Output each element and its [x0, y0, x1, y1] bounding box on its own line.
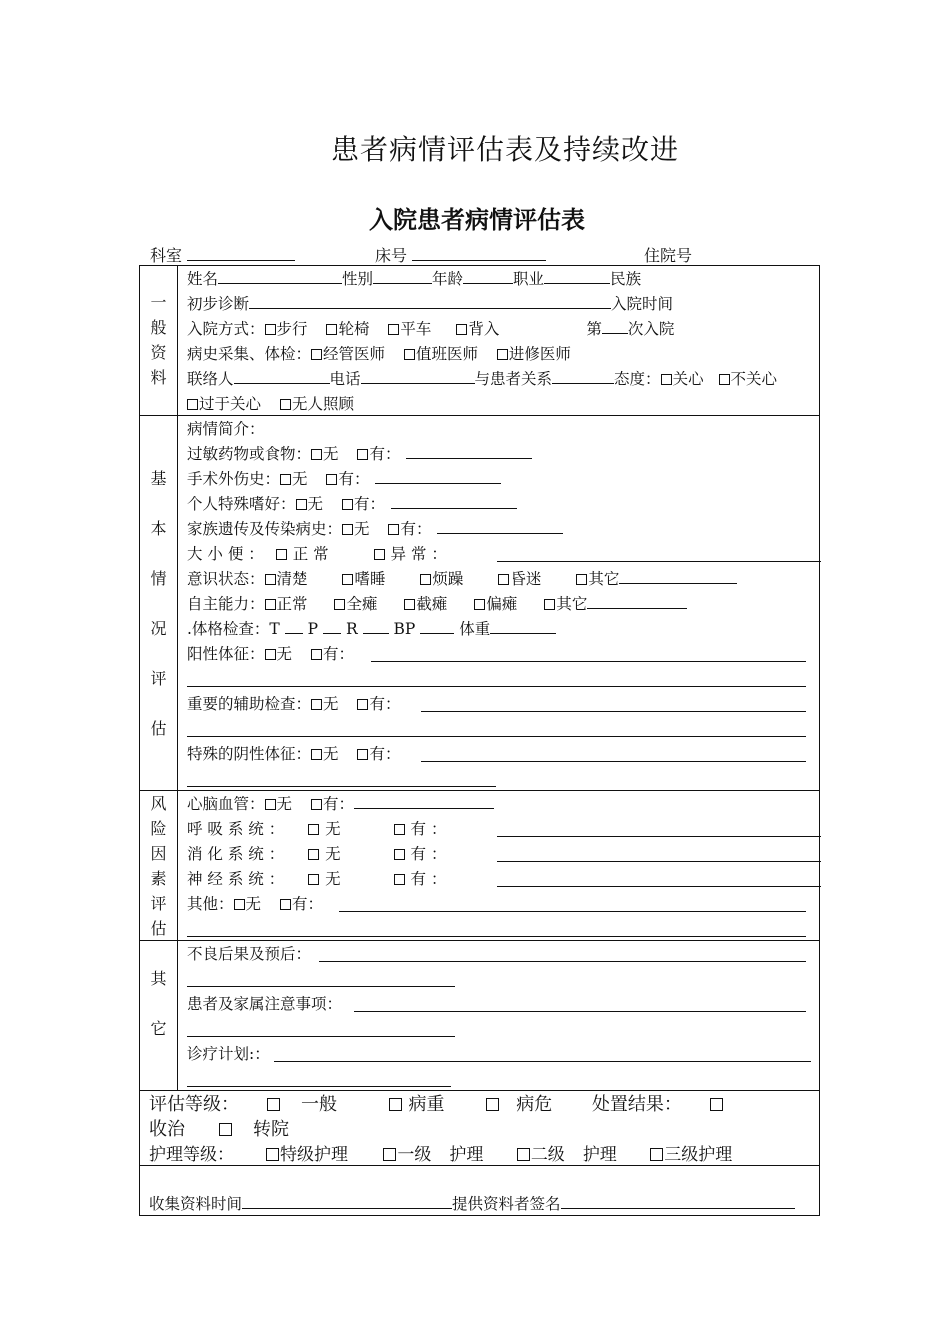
checkbox[interactable] — [374, 549, 385, 560]
respiratory-row[interactable]: 呼 吸 系 统 ： 无 有 ： — [187, 820, 447, 838]
checkbox[interactable] — [342, 574, 353, 585]
respiratory-line[interactable] — [497, 836, 821, 837]
positive-signs-line[interactable] — [371, 661, 806, 662]
checkbox[interactable] — [383, 1148, 396, 1161]
checkbox[interactable] — [311, 749, 322, 760]
other-risk-line-2[interactable] — [187, 936, 806, 937]
checkbox[interactable] — [311, 649, 322, 660]
checkbox[interactable] — [311, 449, 322, 460]
history-collection-row[interactable]: 病史采集、体检： 经管医师 值班医师 进修医师 — [187, 345, 571, 363]
checkbox[interactable] — [497, 349, 508, 360]
checkbox[interactable] — [498, 574, 509, 585]
divider — [140, 1090, 819, 1091]
nervous-row[interactable]: 神 经 系 统 ： 无 有 ： — [187, 870, 447, 888]
aux-exam-line-2[interactable] — [187, 736, 806, 737]
checkbox[interactable] — [280, 899, 291, 910]
checkbox[interactable] — [388, 524, 399, 535]
physical-exam-row[interactable]: .体格检查：T P R BP 体重 — [187, 617, 556, 642]
digestive-row[interactable]: 消 化 系 统 ： 无 有 ： — [187, 845, 447, 863]
checkbox[interactable] — [719, 374, 730, 385]
negative-signs-line[interactable] — [421, 761, 806, 762]
checkbox[interactable] — [326, 324, 337, 335]
treatment-plan-row[interactable]: 诊疗计划:： — [187, 1045, 270, 1063]
basic-info-row[interactable]: 姓名 性别 年龄 职业 民族 — [187, 270, 642, 288]
checkbox[interactable] — [388, 324, 399, 335]
checkbox[interactable] — [710, 1098, 723, 1111]
checkbox[interactable] — [544, 599, 555, 610]
nervous-line[interactable] — [497, 886, 821, 887]
checkbox[interactable] — [474, 599, 485, 610]
positive-signs-row[interactable]: 阳性体征： 无 有： — [187, 645, 354, 663]
notes-row[interactable]: 患者及家属注意事项： — [187, 995, 343, 1013]
negative-signs-line-2[interactable] — [187, 786, 496, 787]
section-label-other: 其 它 — [150, 969, 167, 1038]
aux-exam-line[interactable] — [421, 711, 806, 712]
admission-mode-row[interactable]: 入院方式： 步行 轮椅 平车 背入 第 次入院 — [187, 320, 675, 338]
checkbox[interactable] — [517, 1148, 530, 1161]
treatment-plan-line-2[interactable] — [187, 1086, 451, 1087]
checkbox[interactable] — [219, 1123, 232, 1136]
allergy-row[interactable]: 过敏药物或食物： 无 有： — [187, 442, 532, 467]
excretion-row[interactable]: 大 小 便 ： 正 常 异 常 ： — [187, 545, 447, 563]
checkbox[interactable] — [420, 574, 431, 585]
checkbox[interactable] — [280, 474, 291, 485]
digestive-line[interactable] — [497, 861, 821, 862]
excretion-line[interactable] — [497, 561, 821, 562]
nursing-level-row[interactable]: 护理等级： 特级护理 一级 护理 二级 护理 三级护理 — [149, 1145, 733, 1165]
bed-field[interactable]: 床号 — [375, 243, 546, 266]
checkbox[interactable] — [311, 799, 322, 810]
checkbox[interactable] — [280, 399, 291, 410]
checkbox[interactable] — [576, 574, 587, 585]
checkbox[interactable] — [187, 399, 198, 410]
checkbox[interactable] — [296, 499, 307, 510]
checkbox[interactable] — [265, 599, 276, 610]
checkbox[interactable] — [404, 349, 415, 360]
negative-signs-row[interactable]: 特殊的阴性体征： 无 有： — [187, 745, 401, 763]
checkbox[interactable] — [265, 574, 276, 585]
assessment-form — [139, 265, 820, 1216]
other-risk-row[interactable]: 其他： 无 有： — [187, 895, 323, 913]
consciousness-row[interactable]: 意识状态： 清楚 嗜睡 烦躁 昏迷 其它 — [187, 567, 737, 592]
dept-field[interactable]: 科室 — [150, 243, 295, 266]
checkbox[interactable] — [267, 1098, 280, 1111]
diagnosis-row[interactable]: 初步诊断 入院时间 — [187, 295, 674, 313]
checkbox[interactable] — [394, 849, 405, 860]
checkbox[interactable] — [311, 699, 322, 710]
contact-row[interactable]: 联络人 电话 与患者关系 态度： 关心 不关心 — [187, 370, 778, 388]
checkbox[interactable] — [308, 874, 319, 885]
checkbox[interactable] — [276, 549, 287, 560]
checkbox[interactable] — [456, 324, 467, 335]
column-divider — [177, 266, 178, 1090]
consequence-line[interactable] — [319, 961, 806, 962]
section-label-basic: 基 本 情 况 评 估 — [150, 469, 167, 738]
checkbox[interactable] — [334, 599, 345, 610]
checkbox[interactable] — [265, 799, 276, 810]
aux-exam-row[interactable]: 重要的辅助检查： 无 有： — [187, 695, 401, 713]
consequence-line-2[interactable] — [187, 986, 455, 987]
signature-row[interactable]: 收集资料时间 提供资料者签名 — [149, 1192, 795, 1217]
checkbox[interactable] — [265, 324, 276, 335]
notes-line-2[interactable] — [187, 1036, 455, 1037]
consequence-row[interactable]: 不良后果及预后： — [187, 945, 312, 963]
disposition-row[interactable]: 收治 转院 — [149, 1119, 289, 1140]
checkbox[interactable] — [394, 824, 405, 835]
positive-signs-line-2[interactable] — [187, 686, 806, 687]
checkbox[interactable] — [389, 1098, 402, 1111]
self-care-row[interactable]: 自主能力： 正常 全瘫 截瘫 偏瘫 其它 — [187, 592, 687, 617]
checkbox[interactable] — [650, 1148, 663, 1161]
cardio-row[interactable]: 心脑血管： 无 有： — [187, 792, 494, 817]
treatment-plan-line[interactable] — [274, 1061, 811, 1062]
checkbox[interactable] — [357, 449, 368, 460]
checkbox[interactable] — [404, 599, 415, 610]
surgery-row[interactable]: 手术外伤史： 无 有： — [187, 467, 501, 492]
checkbox[interactable] — [265, 649, 276, 660]
admission-no-field[interactable]: 住院号 — [644, 246, 693, 265]
checkbox[interactable] — [357, 749, 368, 760]
checkbox[interactable] — [357, 699, 368, 710]
other-risk-line[interactable] — [339, 911, 806, 912]
divider — [140, 940, 819, 941]
checkbox[interactable] — [326, 474, 337, 485]
family-history-row[interactable]: 家族遗传及传染病史： 无 有： — [187, 517, 563, 542]
habit-row[interactable]: 个人特殊嗜好： 无 有： — [187, 492, 517, 517]
checkbox[interactable] — [486, 1098, 499, 1111]
divider — [140, 790, 819, 791]
document-title: 患者病情评估表及持续改进 — [330, 133, 679, 166]
checkbox[interactable] — [394, 874, 405, 885]
checkbox[interactable] — [308, 849, 319, 860]
checkbox[interactable] — [342, 524, 353, 535]
checkbox[interactable] — [234, 899, 245, 910]
checkbox[interactable] — [308, 824, 319, 835]
condition-intro: 病情简介： — [187, 420, 265, 438]
attitude-row[interactable]: 过于关心 无人照顾 — [187, 392, 354, 417]
checkbox[interactable] — [661, 374, 672, 385]
checkbox[interactable] — [311, 349, 322, 360]
assessment-grade-row[interactable]: 评估等级： 一般 病重 病危 处置结果： — [149, 1092, 724, 1118]
notes-line[interactable] — [354, 1011, 806, 1012]
section-label-risk: 风 险 因 素 评 估 — [150, 794, 167, 938]
checkbox[interactable] — [342, 499, 353, 510]
form-title: 入院患者病情评估表 — [369, 205, 585, 234]
section-label-general: 一 般 资 料 — [150, 293, 167, 387]
checkbox[interactable] — [266, 1148, 279, 1161]
